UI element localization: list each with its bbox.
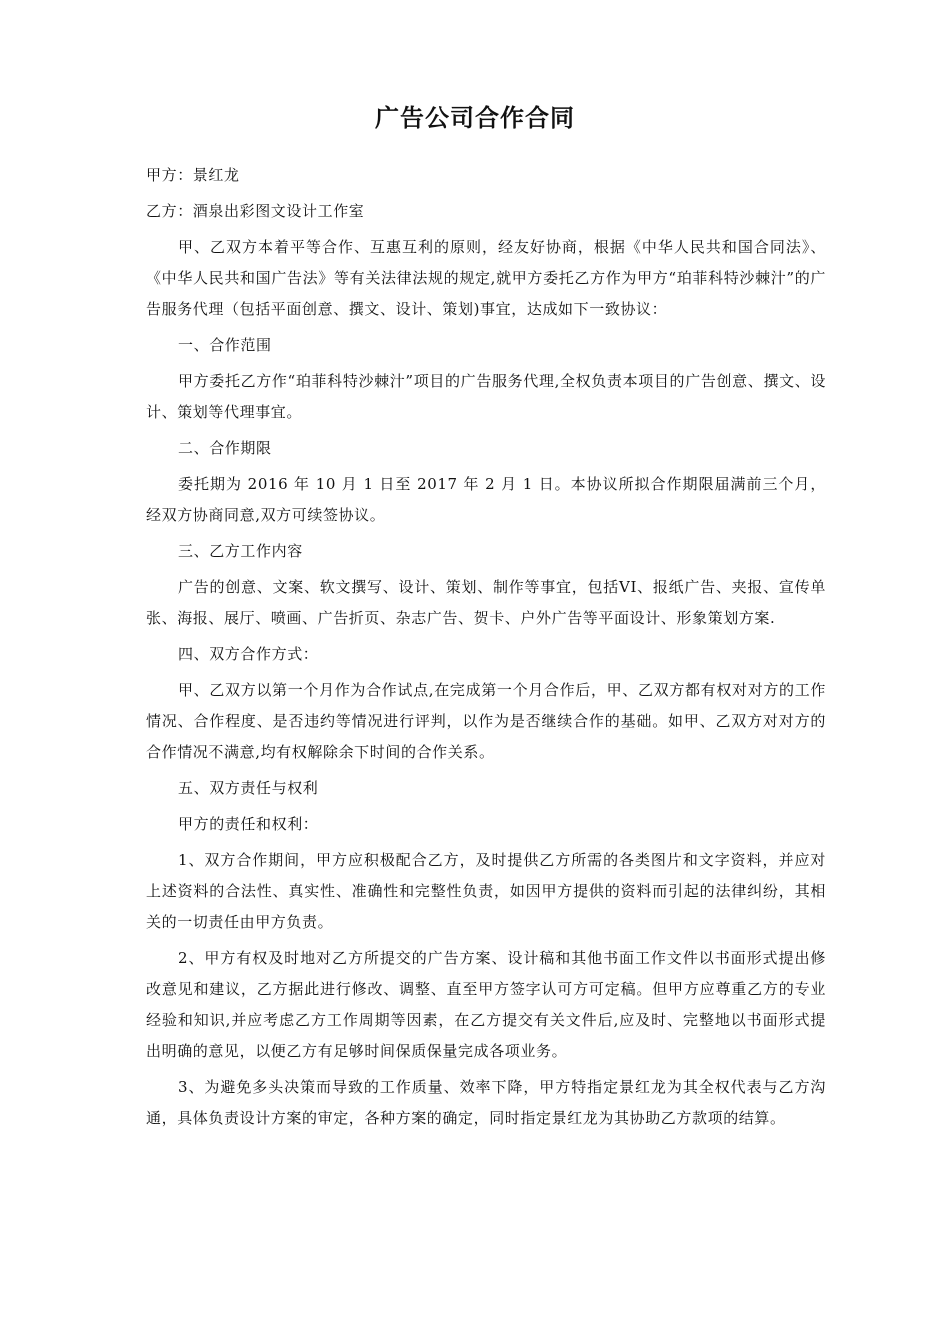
section-5-item-1: 1、双方合作期间，甲方应积极配合乙方，及时提供乙方所需的各类图片和文字资料，并应对上述资料的合法性、真实性、准确性和完整性负责，如因甲方提供的资料而引起的法律纠纷，其相关的一切责任由甲方负责。 xyxy=(146,851,826,931)
section-4-heading: 四、双方合作方式： xyxy=(178,645,319,663)
section-2-heading: 二、合作期限 xyxy=(178,439,272,457)
section-5-item-2: 2、甲方有权及时地对乙方所提交的广告方案、设计稿和其他书面工作文件以书面形式提出修改意见和建议，乙方据此进行修改、调整、直至甲方签字认可方可定稿。但甲方应尊重乙方的专业经验和知识,并应考虑乙方工作周期等因素，在乙方提交有关文件后,应及时、完整地以书面形式提出明确的意见，以便乙方有足够时间保质保量完成各项业务。 xyxy=(146,949,826,1060)
section-3-text: 广告的创意、文案、软文撰写、设计、策划、制作等事宜，包括VI、报纸广告、夹报、宣传单张、海报、展厅、喷画、广告折页、杂志广告、贺卡、户外广告等平面设计、形象策划方案. xyxy=(146,578,826,627)
section-3-heading: 三、乙方工作内容 xyxy=(178,542,303,560)
document-title: 广告公司合作合同 xyxy=(375,104,575,132)
party-b-line: 乙方：酒泉出彩图文设计工作室 xyxy=(146,202,365,220)
party-a-line: 甲方：景红龙 xyxy=(146,166,240,184)
section-4-text: 甲、乙双方以第一个月作为合作试点,在完成第一个月合作后，甲、乙双方都有权对对方的工作情况、合作程度、是否违约等情况进行评判，以作为是否继续合作的基础。如甲、乙双方对对方的合作情况不满意,均有权解除余下时间的合作关系。 xyxy=(146,681,826,761)
intro-paragraph: 甲、乙双方本着平等合作、互惠互利的原则，经友好协商，根据《中华人民共和国合同法》、《中华人民共和国广告法》等有关法律法规的规定,就甲方委托乙方作为甲方“珀菲科特沙棘汁”的广告服务代理（包括平面创意、撰文、设计、策划)事宜，达成如下一致协议： xyxy=(146,238,826,318)
document-body xyxy=(146,160,826,1139)
section-1-text: 甲方委托乙方作“珀菲科特沙棘汁”项目的广告服务代理,全权负责本项目的广告创意、撰文、设计、策划等代理事宜。 xyxy=(146,372,826,421)
section-1-heading: 一、合作范围 xyxy=(178,336,272,354)
section-5-subheading: 甲方的责任和权利： xyxy=(178,815,319,833)
section-5-heading: 五、双方责任与权利 xyxy=(178,779,319,797)
section-2-text: 委托期为 2016 年 10 月 1 日至 2017 年 2 月 1 日。本协议所拟合作期限届满前三个月，经双方协商同意,双方可续签协议。 xyxy=(146,475,826,524)
section-5-item-3: 3、为避免多头决策而导致的工作质量、效率下降，甲方特指定景红龙为其全权代表与乙方沟通，具体负责设计方案的审定，各种方案的确定，同时指定景红龙为其协助乙方款项的结算。 xyxy=(146,1078,826,1127)
